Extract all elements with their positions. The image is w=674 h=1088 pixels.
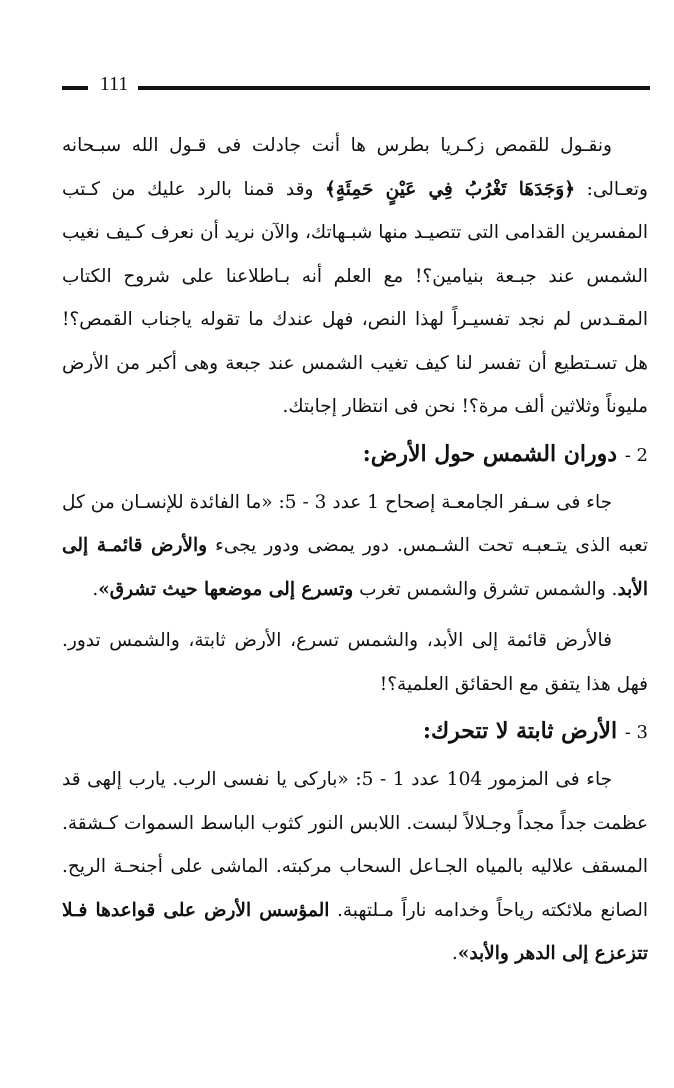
header-rule-right (138, 86, 650, 90)
section-heading-sun-revolution (62, 431, 648, 479)
ecclesiastes-text: جاء فى سـفر الجامعـة إصحاح 1 عدد 3 - 5: «ما الفائدة للإنسـان من كل تعبه الذى يتـعبـه تحت الشـمس. دور يمضى ودور يجىء (62, 491, 648, 556)
ecclesiastes-end: . (92, 578, 99, 600)
ecclesiastes-bold-text: والأرض قائمـة إلى الأبد (62, 535, 648, 600)
paragraph-question (62, 619, 648, 706)
section-title: الأرض ثابتة لا تتحرك: (422, 718, 618, 744)
section-heading-earth-fixed (62, 708, 648, 756)
paragraph-psalm (62, 758, 648, 976)
intro-text: ونقـول للقمص زكـريا بطرس ها أنت جادلت فى قـول الله سبـحانه وتعـالى: (62, 135, 648, 200)
paragraph-intro (62, 124, 648, 429)
page-number: 111 (99, 73, 129, 95)
psalm-end: . (451, 943, 458, 964)
page-body (62, 124, 648, 976)
psalm-text: جاء فى المزمور 104 عدد 1 - 5: «باركى يا نفسى الرب. يارب إلهى قد عظمت جداً مجداً وجـلالاً لبست. اللابس النور كثوب الباسط السموات كـشقة. المسقف علاليه بالمياه الجـاعل السحاب مركبته. الماشى على أجنحـة الريح. الصانع ملائكته رياحاً وخدامه ناراً مـلتهبة. (62, 769, 649, 921)
paragraph-ecclesiastes (62, 481, 648, 612)
psalm-bold-text: المؤسس الأرض على قواعدها فـلا تتزعزع إلى الدهر والأبد» (62, 899, 648, 964)
header-rule-left (62, 86, 88, 90)
ecclesiastes-bold-text-2: وتسرع إلى موضعها حيث تشرق» (98, 578, 354, 600)
ecclesiastes-text-continued: . والشمس تشرق والشمس تغرب (353, 578, 618, 600)
section-title: دوران الشمس حول الأرض: (362, 440, 618, 467)
section-number: 3 - (624, 722, 648, 743)
section-number: 2 - (624, 444, 648, 466)
intro-continued-text: وقد قمنا بالرد عليك من كـتب المفسرين القدامى التى تتصيـد منها شبـهاتك، والآن نريد أن نعرف كـيف نغيب الشمس عند جبـعة بنيامين؟! مع العلم أنه بـاطلاعنا على شروح الكتاب المقـدس لم نجد تفسيـراً لهذا النص، فهل عندك ما تقوله ياجناب القمص؟! هل تسـتطيع أن تفسر لنا كيف تغيب الشمس عند جبعة وهى أكبر من الأرض مليوناً وثلاثين ألف مرة؟! نحن فى انتظار إجابتك. (62, 178, 648, 417)
question-text: فالأرض قائمة إلى الأبد، والشمس تسرع، الأرض ثابتة، والشمس تدور. فهل هذا يتفق مع الحقائق العلمية؟! (62, 630, 648, 695)
quran-verse: ﴿وَجَدَهَا تَغْرُبُ فِي عَيْنٍ حَمِئَةٍ﴾ (324, 178, 576, 200)
